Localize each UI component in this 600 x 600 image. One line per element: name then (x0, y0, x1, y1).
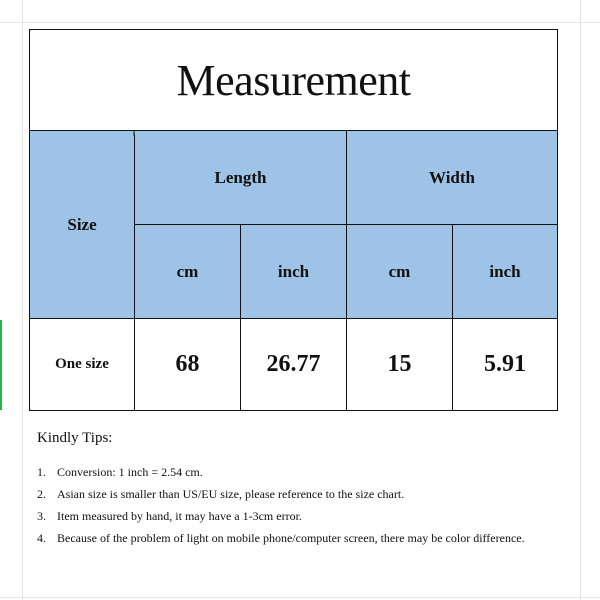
size-header-cell (30, 131, 135, 319)
table-cell (453, 319, 557, 410)
unit-label: inch (277, 261, 310, 281)
cell-selection-marker (0, 320, 2, 410)
item-number: 4. (37, 531, 46, 545)
row-label: One size (55, 356, 109, 372)
width-inch-header (453, 225, 557, 319)
list-item (37, 527, 577, 549)
length-inch-header (241, 225, 347, 319)
unit-label: cm (388, 261, 411, 281)
table-cell (135, 319, 241, 410)
size-header: Size (67, 214, 97, 234)
unit-label: inch (489, 261, 521, 281)
list-item (37, 483, 577, 505)
width-inch-value: 5.91 (484, 351, 526, 377)
table-row-label (30, 319, 135, 410)
width-header-cell (347, 131, 557, 225)
table-cell (241, 319, 347, 410)
tips-list (37, 461, 577, 549)
title-cell (30, 30, 557, 131)
item-text: Item measured by hand, it may have a 1-3cm error. (57, 509, 302, 523)
item-text: Because of the problem of light on mobile phone/computer screen, there may be color difference. (57, 531, 525, 545)
item-number: 3. (37, 509, 46, 523)
tips-section (37, 430, 577, 549)
width-cm-header (347, 225, 453, 319)
item-text: Conversion: 1 inch = 2.54 cm. (57, 465, 203, 479)
width-header: Width (429, 167, 475, 187)
page-title: Measurement (176, 55, 411, 105)
tips-title: Kindly Tips: (37, 430, 113, 446)
list-item (37, 505, 577, 527)
item-text: Asian size is smaller than US/EU size, please reference to the size chart. (57, 487, 405, 501)
item-number: 1. (37, 465, 46, 479)
length-cm-value: 68 (175, 351, 200, 377)
table-cell (347, 319, 453, 410)
length-inch-value: 26.77 (266, 351, 321, 377)
length-header: Length (214, 167, 267, 187)
length-header-cell (135, 131, 347, 225)
list-item (37, 461, 577, 483)
length-cm-header (135, 225, 241, 319)
unit-label: cm (176, 261, 199, 281)
item-number: 2. (37, 487, 46, 501)
size-table (29, 29, 558, 411)
width-cm-value: 15 (387, 351, 412, 377)
